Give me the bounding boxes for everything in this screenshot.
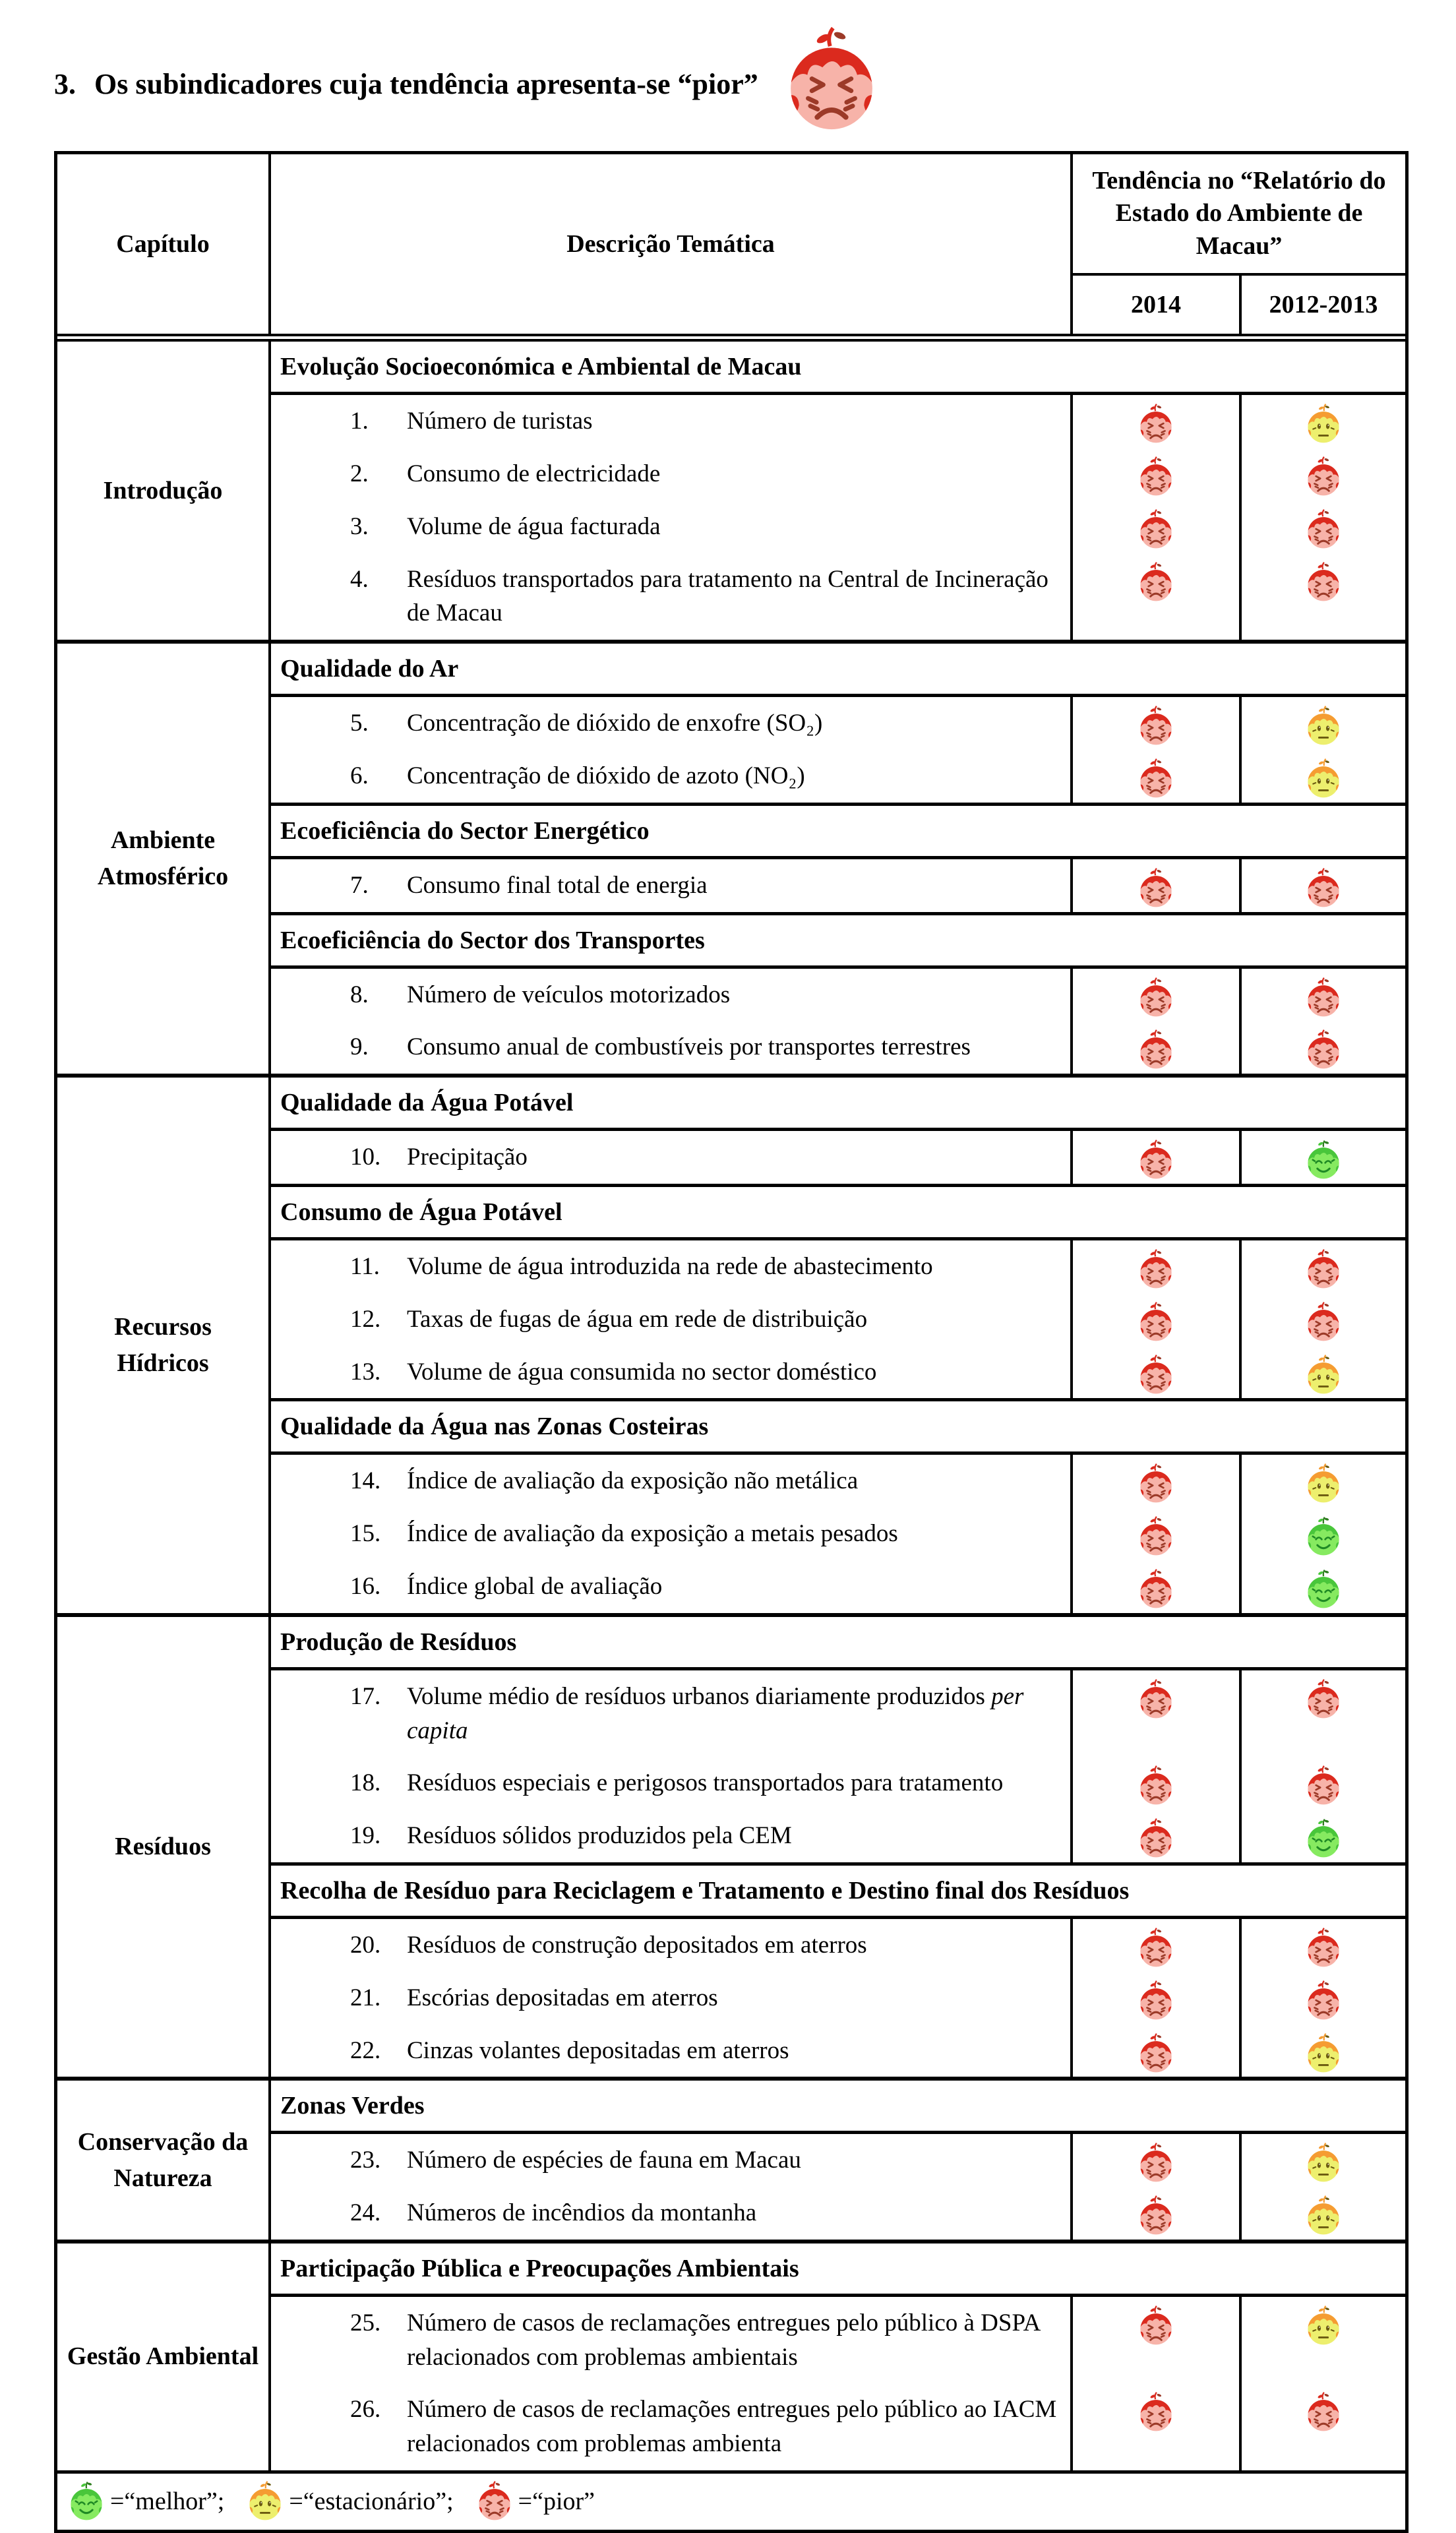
trend-icon-pior	[1138, 561, 1174, 603]
trend-icon-estacionario	[1305, 1463, 1342, 1504]
trend-icon-pior	[1138, 456, 1174, 497]
item-text: Resíduos transportados para tratamento na Central de Incineração de Macau	[407, 565, 1048, 627]
trend-cell-2012-2013	[1239, 1131, 1405, 1184]
item-text: Resíduos sólidos produzidos pela CEM	[407, 1822, 792, 1850]
trend-cell-2014	[1073, 1131, 1239, 1184]
header-year-2012-2013: 2012-2013	[1239, 276, 1405, 334]
legend-icon-slot	[247, 2480, 289, 2522]
trend-cell-2014	[1073, 2134, 1239, 2187]
trend-cell-2014	[1073, 2297, 1239, 2384]
item-text: Volume médio de resíduos urbanos diariamente produzidos per capita	[407, 1682, 1024, 1744]
header-chapter: Capítulo	[57, 154, 271, 334]
section	[271, 2081, 1405, 2240]
trend-icon-pior	[1138, 1139, 1174, 1180]
section-items	[271, 1240, 1405, 1398]
trend-icon-pior	[1305, 561, 1342, 603]
trend-icon-melhor	[1305, 1817, 1342, 1859]
header-trend-title: Tendência no “Relatório do Estado do Ambiente de Macau”	[1073, 154, 1405, 276]
trend-icon-melhor	[1305, 1139, 1342, 1180]
trend-icon-pior	[1138, 1515, 1174, 1557]
legend-label: =“pior”	[518, 2487, 595, 2515]
trend-icon-pior	[1138, 2195, 1174, 2236]
trend-icon-pior	[1305, 508, 1342, 550]
item-text: Precipitação	[407, 1144, 528, 1171]
trend-cell-2014	[1073, 2025, 1239, 2077]
trend-icon-pior	[1138, 977, 1174, 1018]
trend-cell-2012-2013	[1239, 1919, 1405, 1972]
header-description: Descrição Temática	[271, 154, 1073, 334]
trend-cell-2014	[1073, 859, 1239, 912]
item-text: Volume de água facturada	[407, 512, 661, 540]
item-text: Escórias depositadas em aterros	[407, 1984, 718, 2011]
trend-icon-pior	[1138, 508, 1174, 550]
indicators-table	[54, 151, 1409, 2533]
item-text: Número de veículos motorizados	[407, 981, 731, 1008]
worse-face-icon	[782, 25, 881, 134]
section-title: Consumo de Água Potável	[271, 1187, 1405, 1240]
table-row	[271, 1757, 1405, 1810]
trend-cell-2012-2013	[1239, 1810, 1405, 1862]
trend-cell-2012-2013	[1239, 2025, 1405, 2077]
trend-icon-melhor	[68, 2480, 105, 2522]
table-body	[57, 342, 1405, 2470]
item-text: Resíduos especiais e perigosos transportados para tratamento	[407, 1769, 1004, 1797]
trend-icon-pior	[1138, 1817, 1174, 1859]
legend-label: =“estacionário”;	[289, 2487, 454, 2515]
item-text: Volume de água consumida no sector doméstico	[407, 1358, 877, 1386]
table-row	[271, 1670, 1405, 1757]
trend-cell-2012-2013	[1239, 697, 1405, 750]
item-number: 21.	[350, 1984, 381, 2011]
section-items	[271, 1455, 1405, 1612]
section-title: Recolha de Resíduo para Reciclagem e Tratamento e Destino final dos Resíduos	[271, 1866, 1405, 1919]
item-text: Consumo anual de combustíveis por transportes terrestres	[407, 1033, 971, 1061]
trend-icon-pior	[1138, 1354, 1174, 1395]
trend-icon-pior	[1305, 977, 1342, 1018]
trend-icon-estacionario	[1305, 2305, 1342, 2346]
trend-cell-2014	[1073, 501, 1239, 553]
chapter-row	[57, 2077, 1405, 2240]
chapter-row	[57, 2240, 1405, 2470]
section	[271, 1398, 1405, 1612]
table-row	[271, 1293, 1405, 1346]
section-items	[271, 1131, 1405, 1184]
trend-cell-2012-2013	[1239, 1560, 1405, 1613]
header-trend-group	[1073, 154, 1405, 334]
item-text: Índice de avaliação da exposição não metálica	[407, 1467, 859, 1495]
item-number: 4.	[350, 565, 369, 593]
trend-cell-2012-2013	[1239, 1972, 1405, 2025]
item-number: 14.	[350, 1467, 381, 1495]
section-title: Produção de Resíduos	[271, 1617, 1405, 1670]
page-title	[54, 34, 1456, 134]
table-row	[271, 2025, 1405, 2077]
item-number: 10.	[350, 1144, 381, 1171]
item-text: Índice de avaliação da exposição a metais pesados	[407, 1520, 898, 1548]
header-year-2014: 2014	[1131, 291, 1181, 319]
trend-cell-2014	[1073, 1240, 1239, 1293]
table-row	[271, 1455, 1405, 1508]
item-number: 23.	[350, 2147, 381, 2174]
item-text: Índice global de avaliação	[407, 1572, 663, 1600]
table-row	[271, 1919, 1405, 1972]
trend-cell-2014	[1073, 2187, 1239, 2240]
trend-icon-pior	[1305, 1301, 1342, 1343]
trend-cell-2014	[1073, 1021, 1239, 1074]
section-items	[271, 1670, 1405, 1862]
item-number: 12.	[350, 1305, 381, 1333]
item-text: Concentração de dióxido de azoto (NO₂)	[407, 762, 805, 789]
trend-icon-pior	[1305, 1678, 1342, 1720]
trend-cell-2014	[1073, 1560, 1239, 1613]
section	[271, 644, 1405, 803]
table-row	[271, 2297, 1405, 2384]
item-number: 16.	[350, 1572, 381, 1600]
trend-icon-estacionario	[1305, 2142, 1342, 2183]
table-row	[271, 2187, 1405, 2240]
trend-icon-pior	[1305, 2391, 1342, 2433]
trend-icon-pior	[1305, 1765, 1342, 1806]
table-row	[271, 448, 1405, 501]
item-text: Consumo final total de energia	[407, 871, 708, 899]
trend-icon-estacionario	[1305, 403, 1342, 444]
trend-icon-pior	[1138, 1248, 1174, 1290]
item-number: 18.	[350, 1769, 381, 1797]
trend-cell-2012-2013	[1239, 1508, 1405, 1560]
chapter-row	[57, 1074, 1405, 1613]
trend-cell-2014	[1073, 448, 1239, 501]
trend-icon-pior	[1138, 1029, 1174, 1070]
section	[271, 1862, 1405, 2077]
trend-cell-2012-2013	[1239, 448, 1405, 501]
trend-cell-2012-2013	[1239, 1346, 1405, 1399]
section-title: Evolução Socioeconómica e Ambiental de Macau	[271, 342, 1405, 395]
trend-cell-2012-2013	[1239, 1670, 1405, 1757]
trend-icon-estacionario	[247, 2480, 284, 2522]
trend-icon-pior	[1305, 867, 1342, 909]
trend-cell-2014	[1073, 1919, 1239, 1972]
section-items	[271, 2134, 1405, 2240]
item-text: Número de casos de reclamações entregues pelo público à DSPA relacionados com problemas ambientais	[407, 2309, 1040, 2371]
section-items	[271, 2297, 1405, 2470]
legend-item	[476, 2480, 595, 2522]
trend-icon-pior	[1305, 456, 1342, 497]
chapter-sections	[271, 1078, 1405, 1613]
item-number: 9.	[350, 1033, 369, 1061]
header-years	[1073, 276, 1405, 334]
trend-cell-2012-2013	[1239, 1240, 1405, 1293]
trend-cell-2014	[1073, 1346, 1239, 1399]
item-text: Número de turistas	[407, 408, 593, 435]
item-number: 24.	[350, 2199, 381, 2227]
trend-cell-2014	[1073, 553, 1239, 640]
trend-icon-melhor	[1305, 1568, 1342, 1610]
table-row	[271, 969, 1405, 1022]
section-items	[271, 697, 1405, 803]
legend-label: =“melhor”;	[110, 2487, 225, 2515]
section-title: Qualidade da Água nas Zonas Costeiras	[271, 1401, 1405, 1455]
chapter-row	[57, 640, 1405, 1074]
item-text: Resíduos de construção depositados em aterros	[407, 1931, 867, 1959]
item-number: 25.	[350, 2309, 381, 2336]
trend-icon-estacionario	[1305, 2032, 1342, 2074]
chapter-sections	[271, 342, 1405, 640]
table-row	[271, 1560, 1405, 1613]
section-items	[271, 859, 1405, 912]
table-row	[271, 501, 1405, 553]
legend-item	[68, 2480, 224, 2522]
trend-cell-2012-2013	[1239, 501, 1405, 553]
table-row	[271, 1972, 1405, 2025]
trend-cell-2012-2013	[1239, 1757, 1405, 1810]
trend-cell-2014	[1073, 1972, 1239, 2025]
chapter-row	[57, 342, 1405, 640]
item-text: Concentração de dióxido de enxofre (SO₂)	[407, 710, 823, 737]
section-items	[271, 969, 1405, 1074]
chapter-sections	[271, 1617, 1405, 2077]
trend-cell-2012-2013	[1239, 859, 1405, 912]
trend-icon-melhor	[1305, 1515, 1342, 1557]
trend-icon-pior	[1305, 1980, 1342, 2021]
section-title: Zonas Verdes	[271, 2081, 1405, 2134]
trend-cell-2014	[1073, 2383, 1239, 2470]
trend-icon-pior	[1138, 758, 1174, 799]
table-row	[271, 1131, 1405, 1184]
section	[271, 912, 1405, 1074]
trend-cell-2012-2013	[1239, 969, 1405, 1022]
item-number: 8.	[350, 981, 369, 1008]
chapter-sections	[271, 2081, 1405, 2240]
table-row	[271, 2134, 1405, 2187]
trend-icon-pior	[1138, 1980, 1174, 2021]
trend-icon-estacionario	[1305, 1354, 1342, 1395]
legend-icon-slot	[68, 2480, 110, 2522]
item-number: 13.	[350, 1358, 381, 1386]
table-row	[271, 2383, 1405, 2470]
trend-icon-estacionario	[1305, 2195, 1342, 2236]
trend-icon-pior	[1138, 1568, 1174, 1610]
trend-cell-2012-2013	[1239, 1293, 1405, 1346]
table-row	[271, 1810, 1405, 1862]
section-title: Qualidade da Água Potável	[271, 1078, 1405, 1131]
item-text: Números de incêndios da montanha	[407, 2199, 757, 2227]
trend-cell-2012-2013	[1239, 750, 1405, 803]
trend-icon-pior	[1305, 1248, 1342, 1290]
trend-icon-pior	[1138, 2142, 1174, 2183]
section	[271, 1184, 1405, 1398]
table-row	[271, 697, 1405, 750]
item-number: 1.	[350, 408, 369, 435]
item-number: 20.	[350, 1931, 381, 1959]
trend-icon-estacionario	[1305, 705, 1342, 747]
item-number: 7.	[350, 871, 369, 899]
table-row	[271, 553, 1405, 640]
trend-icon-pior	[1138, 403, 1174, 444]
trend-icon-pior	[1138, 2032, 1174, 2074]
legend-item	[247, 2480, 453, 2522]
table-row	[271, 1021, 1405, 1074]
trend-cell-2012-2013	[1239, 553, 1405, 640]
item-text: Cinzas volantes depositadas em aterros	[407, 2036, 789, 2064]
trend-icon-pior	[1138, 1463, 1174, 1504]
trend-icon-pior	[1138, 2305, 1174, 2346]
section	[271, 342, 1405, 640]
trend-cell-2014	[1073, 750, 1239, 803]
table-row	[271, 1240, 1405, 1293]
section-title: Qualidade do Ar	[271, 644, 1405, 697]
chapter-row	[57, 1613, 1405, 2077]
chapter-label: Conservação da Natureza	[57, 2081, 271, 2240]
trend-icon-pior	[1138, 867, 1174, 909]
trend-cell-2014	[1073, 1455, 1239, 1508]
table-row	[271, 1508, 1405, 1560]
trend-icon-pior	[1138, 1765, 1174, 1806]
item-text: Número de casos de reclamações entregues pelo público ao IACM relacionados com problemas ambienta	[407, 2396, 1057, 2458]
trend-icon-pior	[1305, 1927, 1342, 1968]
item-text: Taxas de fugas de água em rede de distribuição	[407, 1305, 868, 1333]
trend-cell-2012-2013	[1239, 395, 1405, 448]
trend-cell-2012-2013	[1239, 2134, 1405, 2187]
trend-cell-2012-2013	[1239, 2187, 1405, 2240]
trend-cell-2012-2013	[1239, 1021, 1405, 1074]
trend-icon-pior	[476, 2480, 513, 2522]
trend-icon-pior	[1138, 1927, 1174, 1968]
trend-icon-pior	[1138, 2391, 1174, 2433]
trend-cell-2012-2013	[1239, 2383, 1405, 2470]
trend-cell-2014	[1073, 969, 1239, 1022]
item-number: 26.	[350, 2396, 381, 2424]
item-number: 11.	[350, 1252, 380, 1280]
trend-icon-pior	[1138, 1678, 1174, 1720]
chapter-label: Resíduos	[57, 1617, 271, 2077]
section-items	[271, 395, 1405, 640]
section-title: Ecoeficiência do Sector Energético	[271, 806, 1405, 859]
item-number: 19.	[350, 1822, 381, 1850]
table-row	[271, 750, 1405, 803]
section-title: Participação Pública e Preocupações Ambientais	[271, 2243, 1405, 2297]
table-row	[271, 859, 1405, 912]
title-number: 3.	[54, 68, 76, 100]
section	[271, 1078, 1405, 1184]
trend-cell-2014	[1073, 1757, 1239, 1810]
title-text: Os subindicadores cuja tendência apresenta-se “pior”	[94, 68, 758, 100]
trend-cell-2014	[1073, 395, 1239, 448]
trend-cell-2014	[1073, 1810, 1239, 1862]
trend-cell-2012-2013	[1239, 2297, 1405, 2384]
item-number: 6.	[350, 762, 369, 789]
item-text: Volume de água introduzida na rede de abastecimento	[407, 1252, 933, 1280]
legend-icon-slot	[476, 2480, 518, 2522]
table-header	[57, 154, 1405, 342]
item-number: 15.	[350, 1520, 381, 1548]
section	[271, 1617, 1405, 1862]
item-number: 22.	[350, 2036, 381, 2064]
trend-cell-2014	[1073, 697, 1239, 750]
chapter-label: Recursos Hídricos	[57, 1078, 271, 1613]
legend-row	[57, 2470, 1405, 2530]
section-title: Ecoeficiência do Sector dos Transportes	[271, 915, 1405, 969]
trend-icon-estacionario	[1305, 758, 1342, 799]
trend-icon-pior	[1138, 1301, 1174, 1343]
item-number: 17.	[350, 1682, 381, 1710]
item-number: 3.	[350, 512, 369, 540]
chapter-label: Introdução	[57, 342, 271, 640]
item-text: Número de espécies de fauna em Macau	[407, 2147, 801, 2174]
trend-cell-2014	[1073, 1670, 1239, 1757]
section	[271, 2243, 1405, 2470]
section-items	[271, 1919, 1405, 2077]
chapter-sections	[271, 2243, 1405, 2470]
trend-icon-pior	[1138, 705, 1174, 747]
item-number: 2.	[350, 460, 369, 487]
table-row	[271, 1346, 1405, 1399]
chapter-label: Ambiente Atmosférico	[57, 644, 271, 1074]
trend-cell-2014	[1073, 1508, 1239, 1560]
item-number: 5.	[350, 710, 369, 737]
item-text: Consumo de electricidade	[407, 460, 661, 487]
trend-cell-2014	[1073, 1293, 1239, 1346]
table-row	[271, 395, 1405, 448]
chapter-label: Gestão Ambiental	[57, 2243, 271, 2470]
trend-icon-pior	[1305, 1029, 1342, 1070]
trend-cell-2012-2013	[1239, 1455, 1405, 1508]
chapter-sections	[271, 644, 1405, 1074]
section	[271, 803, 1405, 912]
